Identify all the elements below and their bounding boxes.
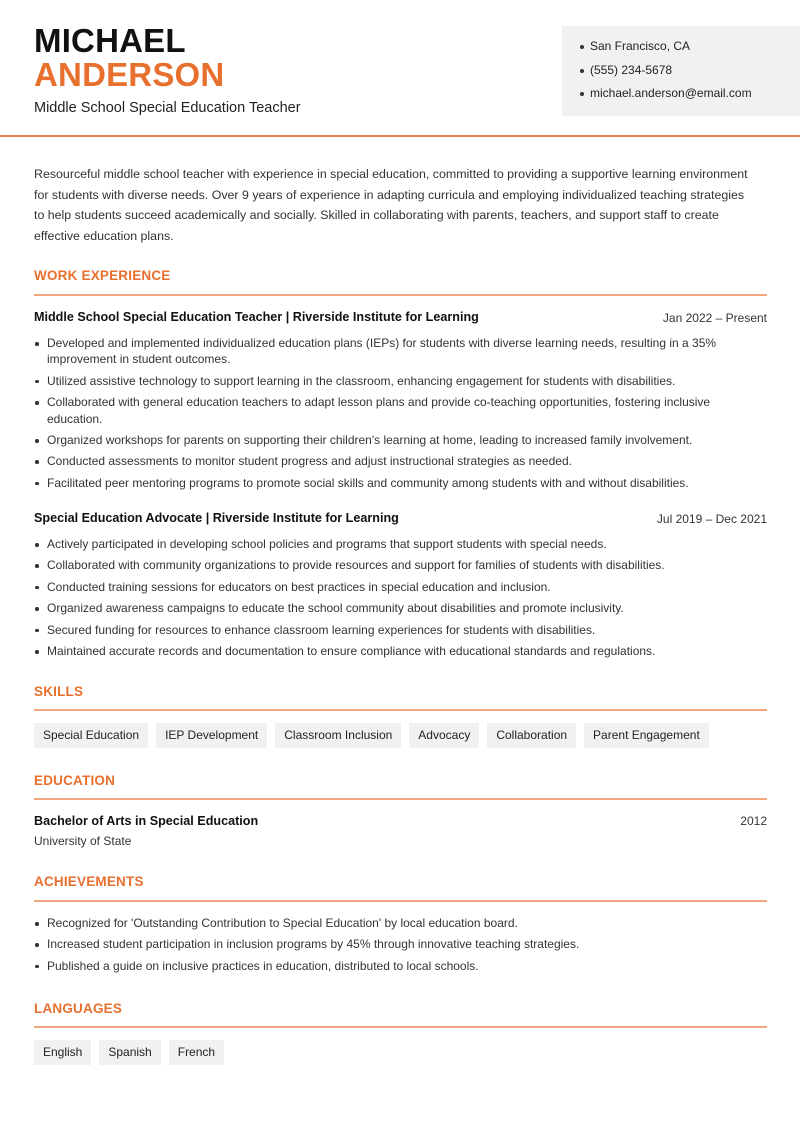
list-item: Facilitated peer mentoring programs to promote social skills and community among students with and without disabilities. (34, 475, 767, 491)
contact-phone: (555) 234-5678 (580, 62, 800, 86)
language-tag: Spanish (99, 1040, 160, 1065)
list-item: Developed and implemented individualized education plans (IEPs) for students with diverse learning needs, resulting in a 35% improvement in student outcomes. (34, 335, 767, 368)
first-name: MICHAEL (34, 22, 186, 59)
contact-location: San Francisco, CA (580, 38, 800, 62)
list-item: Conducted assessments to monitor student progress and adjust instructional strategies as needed. (34, 453, 767, 469)
achievements-list (34, 915, 767, 979)
list-item: Maintained accurate records and documentation to ensure compliance with educational standards and regulations. (34, 643, 767, 659)
list-item: Secured funding for resources to enhance classroom learning experiences for students with disabilities. (34, 622, 767, 638)
section-title-skills: SKILLS (34, 684, 84, 699)
professional-summary: Resourceful middle school teacher with experience in special education, committed to providing a supportive learning environment for students with diverse needs. Over 9 years of experience in adapting curricula and employing individualized teaching strategies to help students succeed academically and socially. Skilled in collaborating with parents, teachers, and support staff to create effective education plans. (34, 167, 748, 243)
job-title: Middle School Special Education Teacher (34, 100, 301, 116)
section-title-achievements: ACHIEVEMENTS (34, 874, 144, 889)
list-item: Conducted training sessions for educators on best practices in special education and inclusion. (34, 579, 767, 595)
job-title-company: Special Education Advocate | Riverside Institute for Learning (34, 511, 399, 525)
skills-list (34, 723, 709, 748)
header-divider (0, 135, 800, 137)
job-entry-header (34, 310, 767, 328)
language-tag: French (169, 1040, 224, 1065)
section-divider (34, 709, 767, 711)
resume-header (0, 0, 800, 137)
education-school: University of State (34, 834, 132, 848)
list-item: Organized awareness campaigns to educate the school community about disabilities and promote inclusivity. (34, 600, 767, 616)
section-title-languages: LANGUAGES (34, 1001, 123, 1016)
job-dates: Jan 2022 – Present (662, 311, 767, 325)
skill-tag: IEP Development (156, 723, 267, 748)
section-divider (34, 294, 767, 296)
job-bullets (34, 536, 767, 664)
job-title-company: Middle School Special Education Teacher | Riverside Institute for Learning (34, 310, 479, 324)
language-tag: English (34, 1040, 91, 1065)
job-entry-header (34, 511, 767, 529)
list-item: Published a guide on inclusive practices in education, distributed to local schools. (34, 958, 767, 974)
skill-tag: Collaboration (487, 723, 576, 748)
skill-tag: Classroom Inclusion (275, 723, 401, 748)
education-degree: Bachelor of Arts in Special Education (34, 814, 259, 828)
contact-email[interactable]: michael.anderson@email.com (580, 85, 800, 109)
list-item: Increased student participation in inclusion programs by 45% through innovative teaching strategies. (34, 936, 767, 952)
section-title-education: EDUCATION (34, 773, 116, 788)
job-dates: Jul 2019 – Dec 2021 (656, 512, 767, 526)
skill-tag: Parent Engagement (584, 723, 709, 748)
section-divider (34, 1026, 767, 1028)
languages-list (34, 1040, 224, 1065)
list-item: Actively participated in developing school policies and programs that support students with special needs. (34, 536, 767, 552)
skill-tag: Special Education (34, 723, 148, 748)
list-item: Utilized assistive technology to support learning in the classroom, enhancing engagement for students with disabilities. (34, 373, 767, 389)
section-title-work: WORK EXPERIENCE (34, 268, 171, 283)
section-divider (34, 798, 767, 800)
education-year: 2012 (740, 814, 767, 828)
last-name: ANDERSON (34, 56, 225, 93)
list-item: Organized workshops for parents on supporting their children's learning at home, leading to increased family involvement. (34, 432, 767, 448)
list-item: Collaborated with general education teachers to adapt lesson plans and provide co-teaching opportunities, fostering inclusive education. (34, 394, 767, 427)
skill-tag: Advocacy (409, 723, 479, 748)
list-item: Recognized for 'Outstanding Contribution to Special Education' by local education board. (34, 915, 767, 931)
job-bullets (34, 335, 767, 496)
contact-box (562, 26, 800, 116)
section-divider (34, 900, 767, 902)
list-item: Collaborated with community organizations to provide resources and support for families of students with disabilities. (34, 557, 767, 573)
